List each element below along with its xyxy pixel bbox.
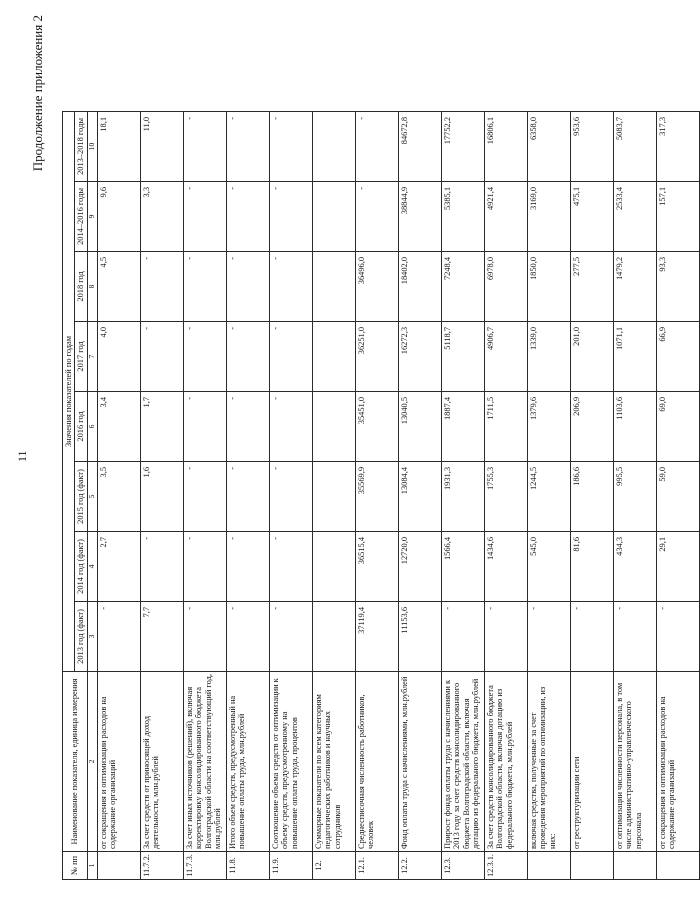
value-cell: 11153,6 — [398, 601, 441, 671]
row-label: За счет средств от приносящей доход деятельности, млн.рублей — [140, 671, 183, 851]
table-row — [312, 111, 355, 879]
value-cell: 16272,3 — [398, 321, 441, 391]
value-cell: 13040,5 — [398, 391, 441, 461]
value-cell: 2,7 — [97, 531, 140, 601]
value-cell: 1103,6 — [613, 391, 656, 461]
value-cell: - — [183, 181, 226, 251]
value-cell: 3,5 — [97, 461, 140, 531]
value-cell: 1434,6 — [484, 531, 527, 601]
row-label: Суммарные показатели по всем категориям педагогических работников и научных сотрудников — [312, 671, 355, 851]
value-cell: 4921,4 — [484, 181, 527, 251]
page-number: 11 — [15, 450, 29, 462]
value-cell: - — [183, 391, 226, 461]
row-number: 12.3. — [441, 851, 484, 879]
value-cell: - — [226, 531, 269, 601]
table-row — [656, 111, 699, 879]
value-cell: 84672,8 — [398, 111, 441, 181]
value-cell: 3,4 — [97, 391, 140, 461]
header-year: 2013 год (факт) — [75, 601, 87, 671]
table-row — [183, 111, 226, 879]
value-cell: 1755,3 — [484, 461, 527, 531]
value-cell: 201,0 — [570, 321, 613, 391]
value-cell: - — [226, 461, 269, 531]
value-cell: 29,1 — [656, 531, 699, 601]
value-cell: - — [183, 111, 226, 181]
value-cell: 37119,4 — [355, 601, 398, 671]
column-number: 1 — [87, 851, 97, 879]
value-cell: - — [183, 251, 226, 321]
value-cell: 1,7 — [140, 391, 183, 461]
value-cell: 2533,4 — [613, 181, 656, 251]
value-cell: 11,0 — [140, 111, 183, 181]
row-label: от сокращения и оптимизации расходов на содержание организаций — [656, 671, 699, 851]
value-cell: - — [226, 321, 269, 391]
row-label: от оптимизации численности персонала, в том числе административно-управленческого персонала — [613, 671, 656, 851]
table-row — [613, 111, 656, 879]
value-cell: 277,5 — [570, 251, 613, 321]
value-cell: 475,1 — [570, 181, 613, 251]
value-cell: - — [355, 181, 398, 251]
column-number: 2 — [87, 671, 97, 851]
value-cell — [312, 601, 355, 671]
value-cell — [312, 461, 355, 531]
value-cell: - — [226, 251, 269, 321]
value-cell: 36251,0 — [355, 321, 398, 391]
value-cell: 317,3 — [656, 111, 699, 181]
row-label: Итого объем средств, предусмотренный на повышение оплаты труда, млн.рублей — [226, 671, 269, 851]
value-cell — [312, 321, 355, 391]
value-cell: - — [140, 251, 183, 321]
header-year: 2016 год — [75, 391, 87, 461]
value-cell: 1566,4 — [441, 531, 484, 601]
value-cell: 13084,4 — [398, 461, 441, 531]
column-number: 7 — [87, 321, 97, 391]
value-cell: - — [226, 181, 269, 251]
value-cell: - — [269, 461, 312, 531]
column-number: 8 — [87, 251, 97, 321]
value-cell: 1379,6 — [527, 391, 570, 461]
header-year: 2013–2018 годы — [75, 111, 87, 181]
value-cell: - — [269, 251, 312, 321]
table-row — [97, 111, 140, 879]
value-cell: 434,3 — [613, 531, 656, 601]
row-number: 11.8. — [226, 851, 269, 879]
value-cell: 18402,0 — [398, 251, 441, 321]
continuation-label: Продолжение приложения 2 — [30, 15, 45, 172]
value-cell: - — [183, 531, 226, 601]
value-cell: 5083,7 — [613, 111, 656, 181]
value-cell: 4,5 — [97, 251, 140, 321]
row-number: 11.9. — [269, 851, 312, 879]
header-year: 2015 год (факт) — [75, 461, 87, 531]
value-cell: - — [226, 601, 269, 671]
value-cell: 81,6 — [570, 531, 613, 601]
value-cell: 6358,0 — [527, 111, 570, 181]
header-values-group: Значения показателей по годам — [63, 111, 75, 671]
row-number — [613, 851, 656, 879]
value-cell: 953,6 — [570, 111, 613, 181]
value-cell: - — [570, 601, 613, 671]
value-cell: - — [269, 321, 312, 391]
value-cell: 4,0 — [97, 321, 140, 391]
value-cell: - — [269, 601, 312, 671]
value-cell: 4906,7 — [484, 321, 527, 391]
value-cell: 16806,1 — [484, 111, 527, 181]
row-number: 11.7.3. — [183, 851, 226, 879]
data-table — [62, 111, 700, 880]
header-year: 2014 год (факт) — [75, 531, 87, 601]
row-number: 11.7.2. — [140, 851, 183, 879]
value-cell — [312, 531, 355, 601]
value-cell: 66,9 — [656, 321, 699, 391]
value-cell: 1850,0 — [527, 251, 570, 321]
value-cell: 3,3 — [140, 181, 183, 251]
value-cell: - — [183, 321, 226, 391]
value-cell: - — [269, 181, 312, 251]
value-cell: 995,5 — [613, 461, 656, 531]
value-cell: 35451,0 — [355, 391, 398, 461]
value-cell: 59,0 — [656, 461, 699, 531]
value-cell — [312, 181, 355, 251]
header-year: 2014–2016 годы — [75, 181, 87, 251]
value-cell: 7,7 — [140, 601, 183, 671]
value-cell: 3169,0 — [527, 181, 570, 251]
value-cell: 5118,7 — [441, 321, 484, 391]
value-cell: 36515,4 — [355, 531, 398, 601]
row-number: 12. — [312, 851, 355, 879]
table-row — [140, 111, 183, 879]
value-cell: 1479,2 — [613, 251, 656, 321]
value-cell: 38844,9 — [398, 181, 441, 251]
row-label: Фонд оплаты труда с начислениями, млн.рублей — [398, 671, 441, 851]
column-number: 10 — [87, 111, 97, 181]
table-row — [398, 111, 441, 879]
value-cell: 93,3 — [656, 251, 699, 321]
value-cell — [312, 111, 355, 181]
row-number — [97, 851, 140, 879]
header-name: Наименование показателя, единица измерения — [63, 671, 88, 851]
row-label: Соотношение объема средств от оптимизации к объему средств, предусмотренному на повышение оплаты труда, процентов — [269, 671, 312, 851]
column-number: 3 — [87, 601, 97, 671]
column-number: 4 — [87, 531, 97, 601]
value-cell: 5385,1 — [441, 181, 484, 251]
row-number: 12.3.1. — [484, 851, 527, 879]
column-number: 5 — [87, 461, 97, 531]
value-cell: 157,1 — [656, 181, 699, 251]
value-cell: - — [226, 391, 269, 461]
value-cell: - — [269, 111, 312, 181]
table-row — [484, 111, 527, 879]
value-cell: - — [355, 111, 398, 181]
value-cell: - — [97, 601, 140, 671]
value-cell: 35569,9 — [355, 461, 398, 531]
value-cell: 206,9 — [570, 391, 613, 461]
column-number: 6 — [87, 391, 97, 461]
table-row — [269, 111, 312, 879]
table-row — [355, 111, 398, 879]
row-label: от реструктуризации сети — [570, 671, 613, 851]
value-cell: 36496,0 — [355, 251, 398, 321]
value-cell: - — [527, 601, 570, 671]
row-number: 12.2. — [398, 851, 441, 879]
value-cell: 1071,1 — [613, 321, 656, 391]
value-cell: 18,1 — [97, 111, 140, 181]
row-number: 12.1. — [355, 851, 398, 879]
value-cell: - — [441, 601, 484, 671]
row-label: Среднесписочная численность работников, человек — [355, 671, 398, 851]
value-cell: 1931,3 — [441, 461, 484, 531]
value-cell: - — [656, 601, 699, 671]
header-year: 2018 год — [75, 251, 87, 321]
value-cell: 1711,5 — [484, 391, 527, 461]
column-number: 9 — [87, 181, 97, 251]
value-cell: 186,6 — [570, 461, 613, 531]
value-cell: - — [183, 461, 226, 531]
table-row — [441, 111, 484, 879]
value-cell: 1,6 — [140, 461, 183, 531]
value-cell — [312, 391, 355, 461]
table-row — [527, 111, 570, 879]
value-cell: - — [226, 111, 269, 181]
row-label: Прирост фонда оплаты труда с начислениями к 2013 году за счет средств консолидированного бюджета Волгоградской области, включая дотацию из федерального бюджета, млн.рублей — [441, 671, 484, 851]
value-cell: 1339,0 — [527, 321, 570, 391]
row-number — [656, 851, 699, 879]
value-cell: 12720,0 — [398, 531, 441, 601]
table-row — [226, 111, 269, 879]
value-cell: 1244,5 — [527, 461, 570, 531]
value-cell: 9,6 — [97, 181, 140, 251]
value-cell: 69,0 — [656, 391, 699, 461]
table-row — [570, 111, 613, 879]
value-cell: - — [183, 601, 226, 671]
row-number — [527, 851, 570, 879]
value-cell: 7248,4 — [441, 251, 484, 321]
value-cell: - — [484, 601, 527, 671]
value-cell: - — [140, 531, 183, 601]
row-label: За счет средств консолидированного бюджета Волгоградской области, включая дотацию из федерального бюджета, млн.рублей — [484, 671, 527, 851]
value-cell: - — [613, 601, 656, 671]
value-cell: - — [269, 391, 312, 461]
header-no: № пп — [63, 851, 88, 879]
value-cell: 17752,2 — [441, 111, 484, 181]
value-cell: - — [140, 321, 183, 391]
value-cell — [312, 251, 355, 321]
value-cell: - — [269, 531, 312, 601]
value-cell: 1887,4 — [441, 391, 484, 461]
row-label: За счет иных источников (решений), включая корректировку консолидированного бюджета Волгоградской области на соответствующий год, млн.рублей — [183, 671, 226, 851]
row-label: включая средства, полученные за счет проведения мероприятий по оптимизации, из них: — [527, 671, 570, 851]
row-number — [570, 851, 613, 879]
header-year: 2017 год — [75, 321, 87, 391]
value-cell: 6978,0 — [484, 251, 527, 321]
value-cell: 545,0 — [527, 531, 570, 601]
row-label: от сокращения и оптимизации расходов на содержание организаций — [97, 671, 140, 851]
